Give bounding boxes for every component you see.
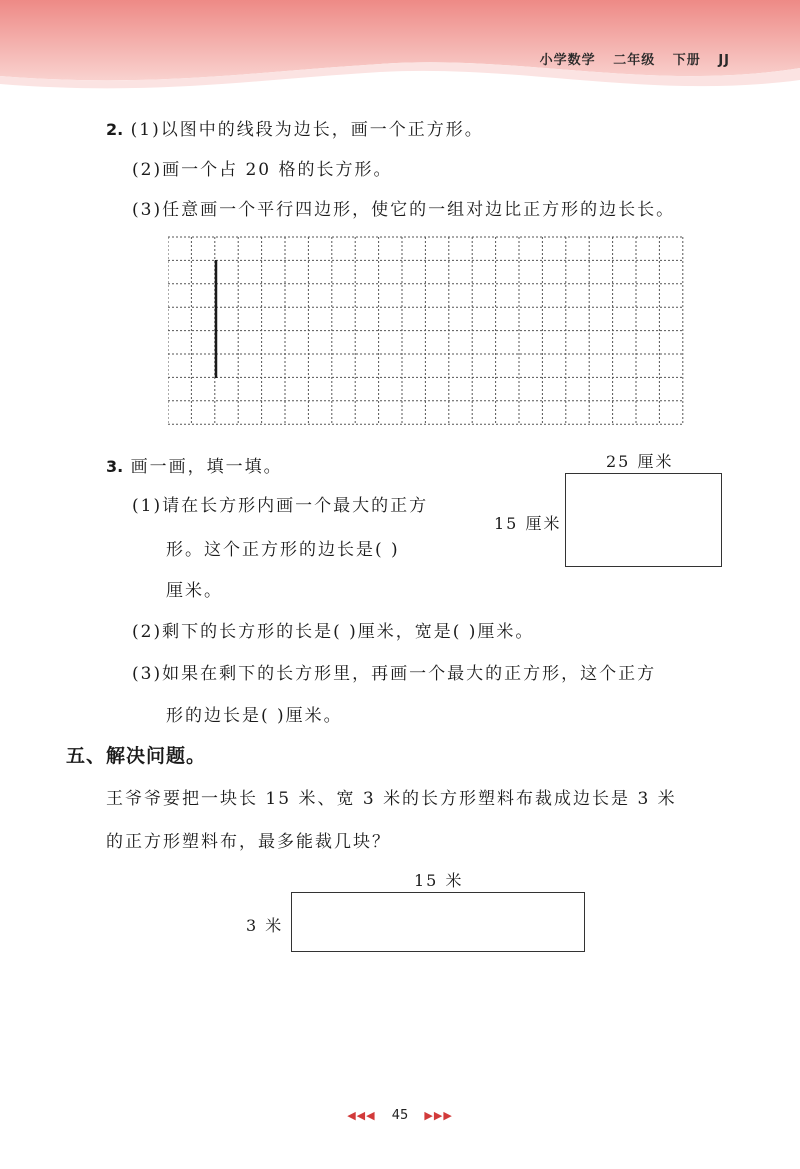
section5-title: 五、解决问题。: [66, 745, 207, 767]
q3-part1-line1: (1)请在长方形内画一个最大的正方: [132, 496, 429, 516]
section5-figure-height-label: 3 米: [246, 916, 284, 935]
q3-rectangle-figure[interactable]: [565, 473, 722, 567]
q3-part3-line2: 形的边长是( )厘米。: [166, 706, 343, 726]
q2-part1-line: [106, 115, 484, 140]
q3-part1-line2: 形。这个正方形的边长是( ): [166, 540, 400, 560]
section5-figure-width-label: 15 米: [414, 871, 464, 890]
q2-part2: (2)画一个占 20 格的长方形。: [132, 160, 393, 180]
q3-figure-width-label: 25 厘米: [606, 452, 674, 471]
q3-figure-height-label: 15 厘米: [494, 514, 562, 533]
q3-title-line: [106, 452, 283, 477]
left-arrows-icon: ◀◀◀: [347, 1109, 376, 1122]
q2-part1: (1)以图中的线段为边长，画一个正方形。: [130, 120, 484, 140]
section5-rectangle-figure: [291, 892, 585, 952]
q3-part1-line3: 厘米。: [166, 581, 223, 601]
q3-part3-line1: (3)如果在剩下的长方形里，再画一个最大的正方形，这个正方: [132, 664, 657, 684]
header-subject: 小学数学: [539, 53, 596, 68]
header-volume: 下册: [672, 53, 701, 68]
header-edition: JJ: [718, 53, 730, 68]
q2-part3: (3)任意画一个平行四边形，使它的一组对边比正方形的边长长。: [132, 200, 676, 220]
dotted-grid[interactable]: [168, 236, 688, 426]
header-book-info: [528, 49, 730, 68]
q3-part2: (2)剩下的长方形的长是( )厘米，宽是( )厘米。: [132, 622, 535, 642]
section5-problem-line1: 王爷爷要把一块长 15 米、宽 3 米的长方形塑料布裁成边长是 3 米: [106, 789, 677, 809]
header-grade: 二年级: [613, 53, 656, 68]
page-number: 45: [391, 1108, 409, 1123]
q3-number: 3.: [106, 457, 124, 476]
q3-title: 画一画，填一填。: [130, 457, 283, 477]
page-footer: [0, 1108, 800, 1123]
q2-number: 2.: [106, 120, 124, 139]
right-arrows-icon: ▶▶▶: [424, 1109, 453, 1122]
header-band: [0, 0, 800, 92]
section5-problem-line2: 的正方形塑料布，最多能裁几块？: [106, 832, 391, 852]
